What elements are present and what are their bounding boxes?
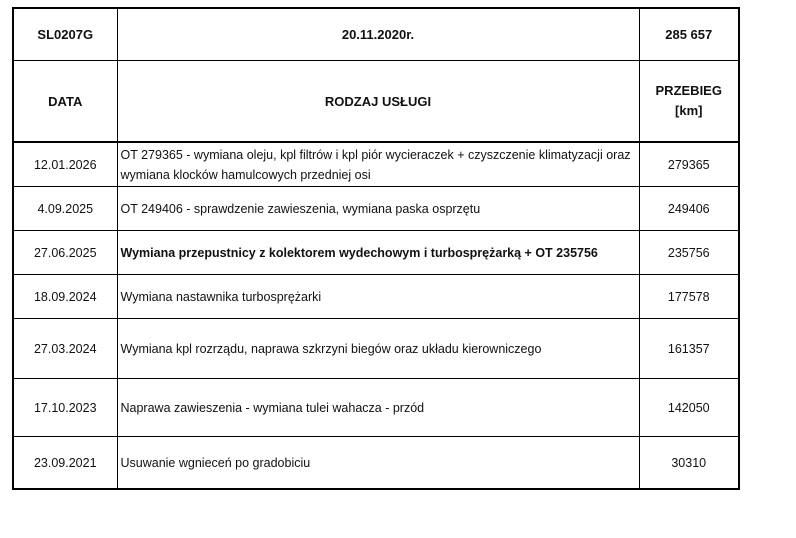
column-header-mileage-label: PRZEBIEG (655, 83, 722, 98)
row-date: 27.06.2025 (13, 231, 117, 275)
service-history-table (12, 7, 740, 490)
column-header-mileage (639, 61, 739, 143)
column-header-row (13, 61, 739, 143)
row-mileage: 161357 (639, 319, 739, 379)
row-service: OT 279365 - wymiana oleju, kpl filtrów i kpl piór wycieraczek + czyszczenie klimatyzacji oraz wymiana klocków hamulcowych przedniej osi (117, 142, 639, 187)
row-date: 27.03.2024 (13, 319, 117, 379)
table-row (13, 187, 739, 231)
table-row (13, 142, 739, 187)
vehicle-code: SL0207G (13, 8, 117, 61)
row-service: Wymiana nastawnika turbosprężarki (117, 275, 639, 319)
row-mileage: 279365 (639, 142, 739, 187)
row-service: OT 249406 - sprawdzenie zawieszenia, wymiana paska osprzętu (117, 187, 639, 231)
row-date: 12.01.2026 (13, 142, 117, 187)
total-mileage: 285 657 (639, 8, 739, 61)
column-header-date: DATA (13, 61, 117, 143)
row-mileage: 142050 (639, 379, 739, 437)
row-date: 17.10.2023 (13, 379, 117, 437)
table-row (13, 231, 739, 275)
row-mileage: 30310 (639, 437, 739, 490)
row-date: 18.09.2024 (13, 275, 117, 319)
row-service: Naprawa zawieszenia - wymiana tulei wahacza - przód (117, 379, 639, 437)
column-header-mileage-unit: [km] (675, 103, 703, 118)
row-date: 4.09.2025 (13, 187, 117, 231)
row-mileage: 235756 (639, 231, 739, 275)
row-service: Wymiana przepustnicy z kolektorem wydechowym i turbosprężarką + OT 235756 (117, 231, 639, 275)
row-mileage: 177578 (639, 275, 739, 319)
row-service: Wymiana kpl rozrządu, naprawa szkrzyni biegów oraz układu kierowniczego (117, 319, 639, 379)
row-service: Usuwanie wgnieceń po gradobiciu (117, 437, 639, 490)
document-date: 20.11.2020r. (117, 8, 639, 61)
column-header-service: RODZAJ USŁUGI (117, 61, 639, 143)
table-row (13, 319, 739, 379)
table-row (13, 275, 739, 319)
row-mileage: 249406 (639, 187, 739, 231)
table-row (13, 379, 739, 437)
header-info-row (13, 8, 739, 61)
table-row (13, 437, 739, 490)
row-date: 23.09.2021 (13, 437, 117, 490)
